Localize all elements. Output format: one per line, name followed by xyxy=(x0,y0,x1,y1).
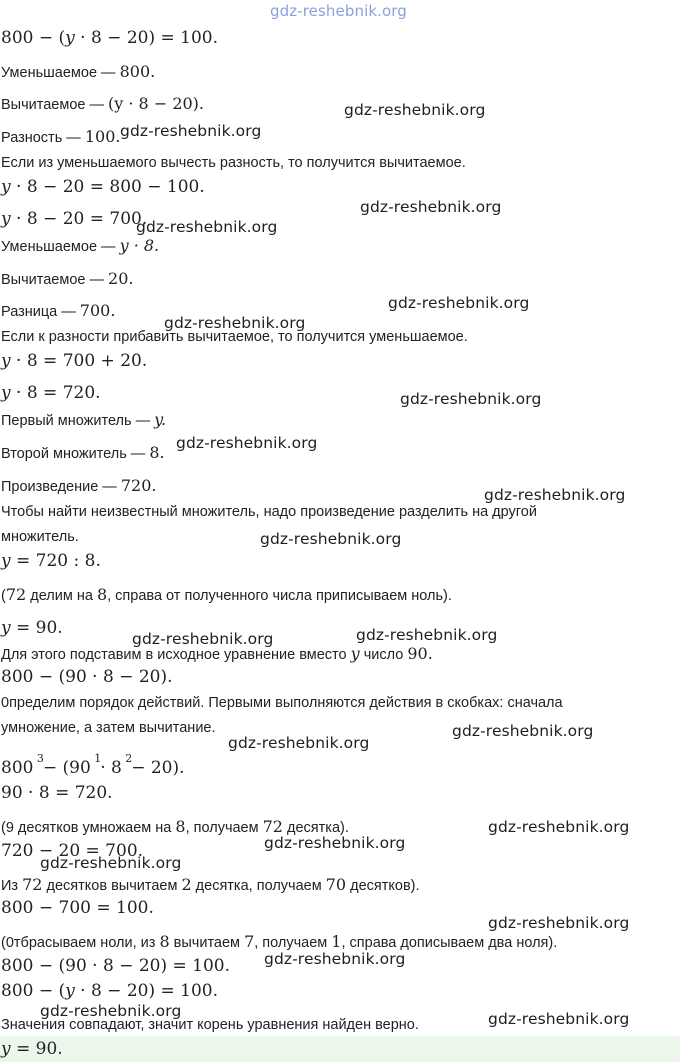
text-line: Разница — 700. xyxy=(1,301,116,320)
watermark: gdz-reshebnik.org xyxy=(40,854,182,872)
watermark: gdz-reshebnik.org xyxy=(400,390,542,408)
watermark: gdz-reshebnik.org xyxy=(484,486,626,504)
equation-original: 800 − (y · 8 − 20) = 100. xyxy=(1,981,218,1001)
watermark: gdz-reshebnik.org xyxy=(264,834,406,852)
watermark: gdz-reshebnik.org xyxy=(488,1010,630,1028)
equation-check: 800 − (90 · 8 − 20) = 100. xyxy=(1,956,231,976)
text-line: Значения совпадают, значит корень уравнения найден верно. xyxy=(1,1017,419,1033)
watermark: gdz-reshebnik.org xyxy=(270,2,407,20)
watermark: gdz-reshebnik.org xyxy=(132,630,274,648)
answer-line: y = 90. xyxy=(1,1039,63,1059)
equation-line: 720 − 20 = 700. xyxy=(1,841,144,861)
text-line: (0тбрасываем ноли, из 8 вычитаем 7, получаем 1, справа дописываем два ноля). xyxy=(1,932,558,951)
text-line: Уменьшаемое — y · 8. xyxy=(1,236,160,255)
text-line: 0пределим порядок действий. Первыми выполняются действия в скобках: сначала xyxy=(1,695,563,711)
watermark: gdz-reshebnik.org xyxy=(344,101,486,119)
text-line: Вычитаемое — 20. xyxy=(1,269,134,288)
watermark: gdz-reshebnik.org xyxy=(360,198,502,216)
text-line: Из 72 десятков вычитаем 2 десятка, получаем 70 десятков). xyxy=(1,875,420,894)
watermark: gdz-reshebnik.org xyxy=(356,626,498,644)
equation-line: y · 8 = 700 + 20. xyxy=(1,351,148,371)
text-line: Второй множитель — 8. xyxy=(1,443,165,462)
watermark: gdz-reshebnik.org xyxy=(452,722,594,740)
rule-line: Если из уменьшаемого вычесть разность, то получится вычитаемое. xyxy=(1,155,466,171)
watermark: gdz-reshebnik.org xyxy=(488,914,630,932)
equation-order: 800 $^3$− (90 $^1$· 8 $^2$− 20). xyxy=(1,752,185,778)
equation-line: 90 · 8 = 720. xyxy=(1,783,113,803)
equation-line: y = 90. xyxy=(1,618,63,638)
text-line: Уменьшаемое — 800. xyxy=(1,62,156,81)
watermark: gdz-reshebnik.org xyxy=(136,218,278,236)
watermark: gdz-reshebnik.org xyxy=(388,294,530,312)
equation-line: 800 − 700 = 100. xyxy=(1,898,154,918)
watermark: gdz-reshebnik.org xyxy=(264,950,406,968)
rule-line: Если к разности прибавить вычитаемое, то получится уменьшаемое. xyxy=(1,329,468,345)
equation-original: 800 − (y · 8 − 20) = 100. xyxy=(1,28,218,48)
equation-line: 800 − (90 · 8 − 20). xyxy=(1,667,173,687)
watermark: gdz-reshebnik.org xyxy=(260,530,402,548)
watermark: gdz-reshebnik.org xyxy=(164,314,306,332)
text-line: (9 десятков умножаем на 8, получаем 72 десятка). xyxy=(1,817,349,836)
rule-line: Чтобы найти неизвестный множитель, надо произведение разделить на другой xyxy=(1,504,537,520)
watermark: gdz-reshebnik.org xyxy=(120,122,262,140)
text-line: умножение, а затем вычитание. xyxy=(1,720,216,736)
equation-line: y · 8 = 720. xyxy=(1,383,101,403)
text-line: Вычитаемое — (y · 8 − 20). xyxy=(1,94,204,113)
watermark: gdz-reshebnik.org xyxy=(228,734,370,752)
text-line: Для этого подставим в исходное уравнение вместо y число 90. xyxy=(1,644,433,663)
equation-line: y · 8 − 20 = 700. xyxy=(1,209,148,229)
equation-line: y = 720 : 8. xyxy=(1,551,101,571)
text-line: Первый множитель — y. xyxy=(1,410,167,429)
watermark: gdz-reshebnik.org xyxy=(176,434,318,452)
text-line: Произведение — 720. xyxy=(1,476,157,495)
rule-line: множитель. xyxy=(1,529,79,545)
text-line: (72 делим на 8, справа от полученного числа приписываем ноль). xyxy=(1,585,452,604)
text-line: Разность — 100. xyxy=(1,127,121,146)
watermark: gdz-reshebnik.org xyxy=(488,818,630,836)
answer-highlight xyxy=(0,1036,680,1062)
equation-line: y · 8 − 20 = 800 − 100. xyxy=(1,177,205,197)
watermark: gdz-reshebnik.org xyxy=(40,1002,182,1020)
